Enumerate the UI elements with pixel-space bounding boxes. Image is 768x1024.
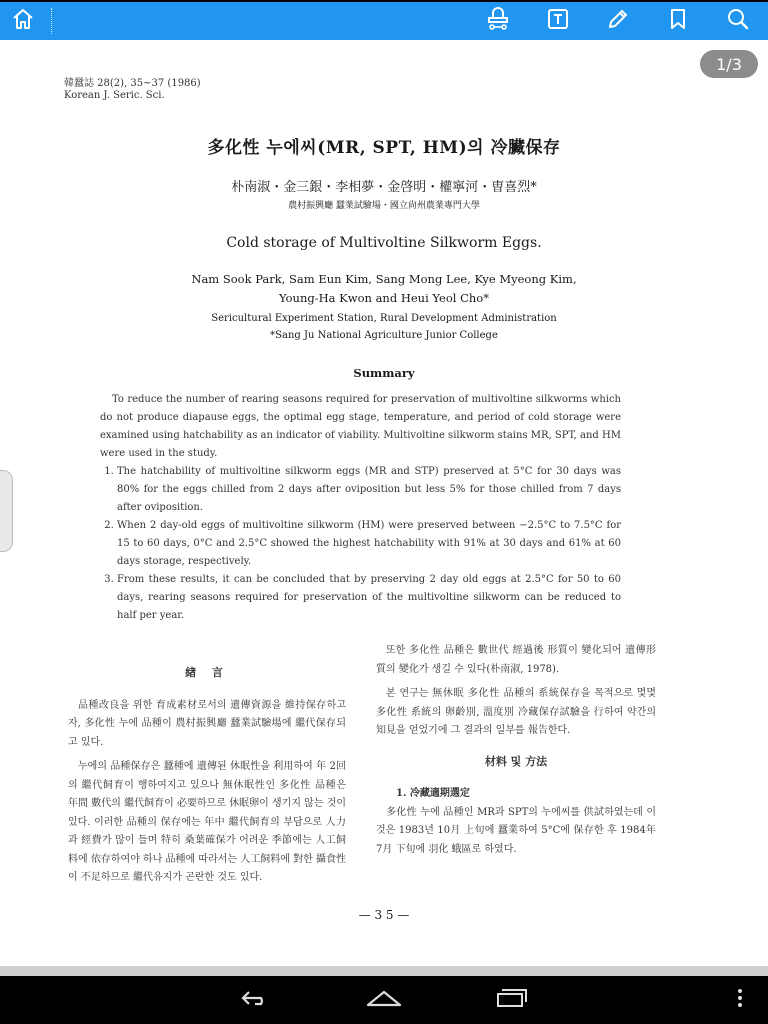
authors-english: Nam Sook Park, Sam Eun Kim, Sang Mong Lee, Kye Myeong Kim, Young-Ha Kwon and Heui Yeol Cho* [191,272,577,305]
home-nav-icon [365,987,403,1013]
paragraph: 品種改良을 위한 育成素材로서의 遺傳資源을 維持保存하고자, 多化性 누에 品種이 農村振興廳 蠶業試驗場에 繼代保存되고 있다. [68,699,346,748]
toolbar-separator [51,8,52,34]
summary-item: 3. From these results, it can be concluded that by preserving 2 day old eggs at 2.5°C for 50 to 60 days, rearing seasons required for preservation of the multivoltine silkworm can be reduced to half per year. [117,571,621,625]
page-bottom-strip [0,966,768,976]
recent-apps-button[interactable] [482,976,542,1024]
right-column [376,642,656,859]
back-icon [239,988,273,1012]
affiliation-english: Sericultural Experiment Station, Rural Development Administration *Sang Ju National Agriculture Junior College [211,313,557,341]
android-navigation-bar [0,976,768,1024]
bookmark-icon [667,7,689,35]
subsection-heading: 1. 冷藏適期選定 [396,788,470,799]
affiliation-korean: 農村振興廳 蠶業試驗場・國立尙州農業專門大學 [288,201,480,211]
title-english: Cold storage of Multivoltine Silkworm Eggs. [226,235,542,251]
annotate-button[interactable] [596,2,640,40]
home-nav-button[interactable] [354,976,414,1024]
document-page[interactable] [0,40,768,966]
paragraph: 누에의 品種保存은 蠶種에 遺傳된 休眠性을 利用하여 年 2回의 繼代飼育이 행하여지고 있으나 無休眠性인 多化性 品種은 年間 數代의 繼代飼育이 必要하므로 休眠卵이 생기지 않는 것이 있다. 이러한 品種의 保存에는 年中 繼代飼育의 부담으로 人力과 經費가 많이 들며 特히 桑葉確保가 어려운 季節에는 人工飼料에 依存하여야 하나 品種에 따라서는 人工飼料에 對한 攝食性이 不足하므로 繼代유지가 곤란한 것도 있다. [68,761,346,883]
introduction-heading: 緖 言 [185,666,229,679]
bookmark-button[interactable] [656,2,700,40]
summary-list [100,463,621,625]
paragraph: 多化性 누에 品種인 MR과 SPT의 누에씨를 供試하였는데 이것은 1983년 10月 上旬에 蠶業하여 5°C에 保存한 후 1984年 7月 下旬에 羽化 蛾區로 하였다. [376,806,656,855]
menu-icon [736,987,744,1013]
summary-intro: To reduce the number of rearing seasons required for preservation of multivoltine silkworms which do not produce diapause eggs, the optimal egg stage, temperature, and period of cold storage were examined using hatchability as an indicator of viability. Multivoltine silkworm stains MR, SPT, and HM were used in the study. [100,394,621,459]
paragraph: 또한 多化性 品種은 數世代 經過後 形質이 變化되어 遺傳形質의 變化가 생길 수 있다(朴南淑, 1978). [376,645,656,675]
share-icon [485,6,511,36]
recent-apps-icon [495,987,529,1013]
methods-heading: 材料 및 方法 [484,754,548,768]
summary-heading: Summary [353,366,415,380]
overflow-menu-button[interactable] [712,976,768,1024]
top-toolbar [0,2,768,40]
side-drawer-handle[interactable] [0,470,13,552]
left-column [68,660,346,888]
paragraph: 본 연구는 無休眠 多化性 品種의 系統保存을 목적으로 몇몇 多化性 系統의 卵齡別, 溫度別 冷藏保存試驗을 行하여 약간의 知見을 얻었기에 그 결과의 일부를 報告한다. [376,688,656,736]
back-button[interactable] [226,976,286,1024]
home-button[interactable] [0,2,46,40]
home-icon [11,7,35,35]
title-korean: 多化性 누에씨(MR, SPT, HM)의 冷臟保存 [207,138,561,158]
share-button[interactable] [476,2,520,40]
page-indicator: 1/3 [700,50,758,78]
search-button[interactable] [716,2,760,40]
summary-item: 1. The hatchability of multivoltine silkworm eggs (MR and STP) preserved at 5°C for 30 days was 80% for the eggs chilled from 2 days after oviposition but less 5% for those chilled from 7 days after oviposition. [117,463,621,517]
authors-korean: 朴南淑・金三銀・李相夢・金啓明・權寧河・曺喜烈* [231,180,537,195]
summary-item: 2. When 2 day-old eggs of multivoltine silkworm (HM) were preserved between −2.5°C to 7.5°C for 15 to 60 days, 0°C and 2.5°C showed the highest hatchability with 91% at 30 days and 61% at 60 days storage, respectively. [117,517,621,571]
summary-body [100,391,621,625]
text-tool-button[interactable] [536,2,580,40]
search-icon [726,7,750,35]
text-icon [546,7,570,35]
page-number: — 3 5 — [358,908,410,922]
pen-icon [606,7,630,35]
journal-citation: 韓蠶誌 28(2), 35~37 (1986) Korean J. Seric. Sci. [64,78,201,101]
